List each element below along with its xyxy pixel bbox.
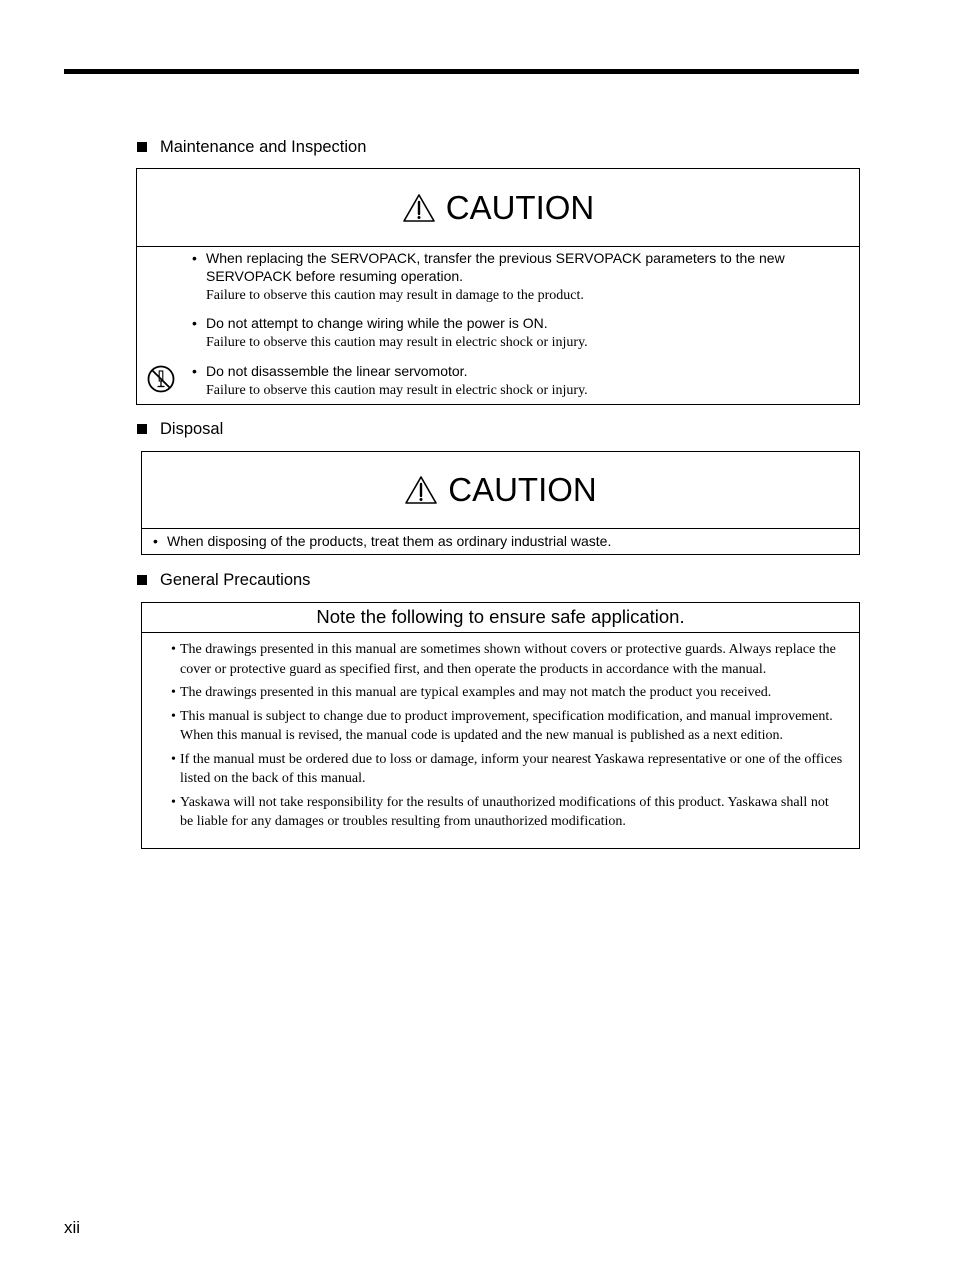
general-precautions-box bbox=[141, 602, 860, 849]
caution-label: CAUTION bbox=[448, 471, 597, 508]
list-item bbox=[171, 793, 845, 832]
bullet: • bbox=[171, 794, 176, 810]
bullet: • bbox=[153, 533, 158, 549]
maintenance-heading-text: Maintenance and Inspection bbox=[160, 138, 367, 156]
page-number: xii bbox=[64, 1218, 81, 1237]
warning-triangle-icon bbox=[404, 475, 438, 505]
bullet: • bbox=[192, 250, 197, 266]
list-item bbox=[192, 249, 839, 305]
disposal-caution-box bbox=[141, 451, 860, 555]
square-bullet-icon bbox=[137, 575, 147, 585]
caution-header bbox=[142, 452, 859, 529]
item-note: Failure to observe this caution may result in electric shock or injury. bbox=[206, 383, 588, 398]
item-main: When replacing the SERVOPACK, transfer the previous SERVOPACK parameters to the new SERVOPACK before resuming operation. bbox=[206, 250, 785, 284]
square-bullet-icon bbox=[137, 142, 147, 152]
maintenance-caution-box bbox=[136, 168, 860, 405]
item-text: This manual is subject to change due to product improvement, specification modification, and manual improvement. When this manual is revised, the manual code is updated and the new manual is published as a next edition. bbox=[180, 708, 833, 743]
caution-item-text bbox=[192, 249, 839, 285]
warning-triangle-icon bbox=[402, 193, 436, 223]
caution-label: CAUTION bbox=[445, 188, 595, 226]
disposal-heading-text: Disposal bbox=[160, 420, 224, 438]
caution-item-text bbox=[192, 362, 839, 380]
list-item bbox=[171, 750, 845, 789]
caution-item-text bbox=[192, 314, 839, 332]
list-item bbox=[192, 314, 839, 352]
box-title: Note the following to ensure safe application. bbox=[142, 603, 859, 633]
maintenance-heading bbox=[137, 137, 366, 157]
item-main: Do not disassemble the linear servomotor. bbox=[206, 363, 468, 379]
item-main: Do not attempt to change wiring while the power is ON. bbox=[206, 315, 548, 331]
general-heading bbox=[137, 570, 310, 590]
list-item bbox=[171, 707, 845, 746]
item-text: If the manual must be ordered due to loss or damage, inform your nearest Yaskawa representative or one of the offices listed on the back of this manual. bbox=[180, 751, 843, 786]
list-item bbox=[171, 683, 845, 703]
list-item bbox=[171, 640, 845, 679]
disposal-heading bbox=[137, 419, 223, 439]
bullet: • bbox=[171, 708, 176, 724]
no-disassembly-icon bbox=[146, 364, 176, 394]
item-note: Failure to observe this caution may result in electric shock or injury. bbox=[206, 335, 588, 350]
bullet: • bbox=[171, 751, 176, 767]
bullet: • bbox=[171, 685, 176, 700]
precautions-list bbox=[142, 633, 859, 832]
top-rule bbox=[64, 69, 859, 74]
disposal-item bbox=[153, 532, 611, 550]
caution-header bbox=[137, 169, 859, 247]
item-text: Yaskawa will not take responsibility for the results of unauthorized modifications of this product. Yaskawa shall not be liable for any damages or troubles resulting from unauthorized modification. bbox=[180, 794, 829, 829]
item-text: The drawings presented in this manual are sometimes shown without covers or protective guards. Always replace the cover or protective guard as specified first, and then operate the products in accordance with the manual. bbox=[180, 642, 836, 677]
bullet: • bbox=[192, 363, 197, 379]
bullet: • bbox=[192, 315, 197, 331]
list-item bbox=[192, 362, 839, 400]
bullet: • bbox=[171, 642, 176, 657]
item-text: The drawings presented in this manual are typical examples and may not match the product you received. bbox=[180, 685, 772, 700]
item-note: Failure to observe this caution may result in damage to the product. bbox=[206, 288, 584, 303]
general-heading-text: General Precautions bbox=[160, 571, 311, 589]
square-bullet-icon bbox=[137, 424, 147, 434]
item-main: When disposing of the products, treat them as ordinary industrial waste. bbox=[167, 533, 612, 549]
